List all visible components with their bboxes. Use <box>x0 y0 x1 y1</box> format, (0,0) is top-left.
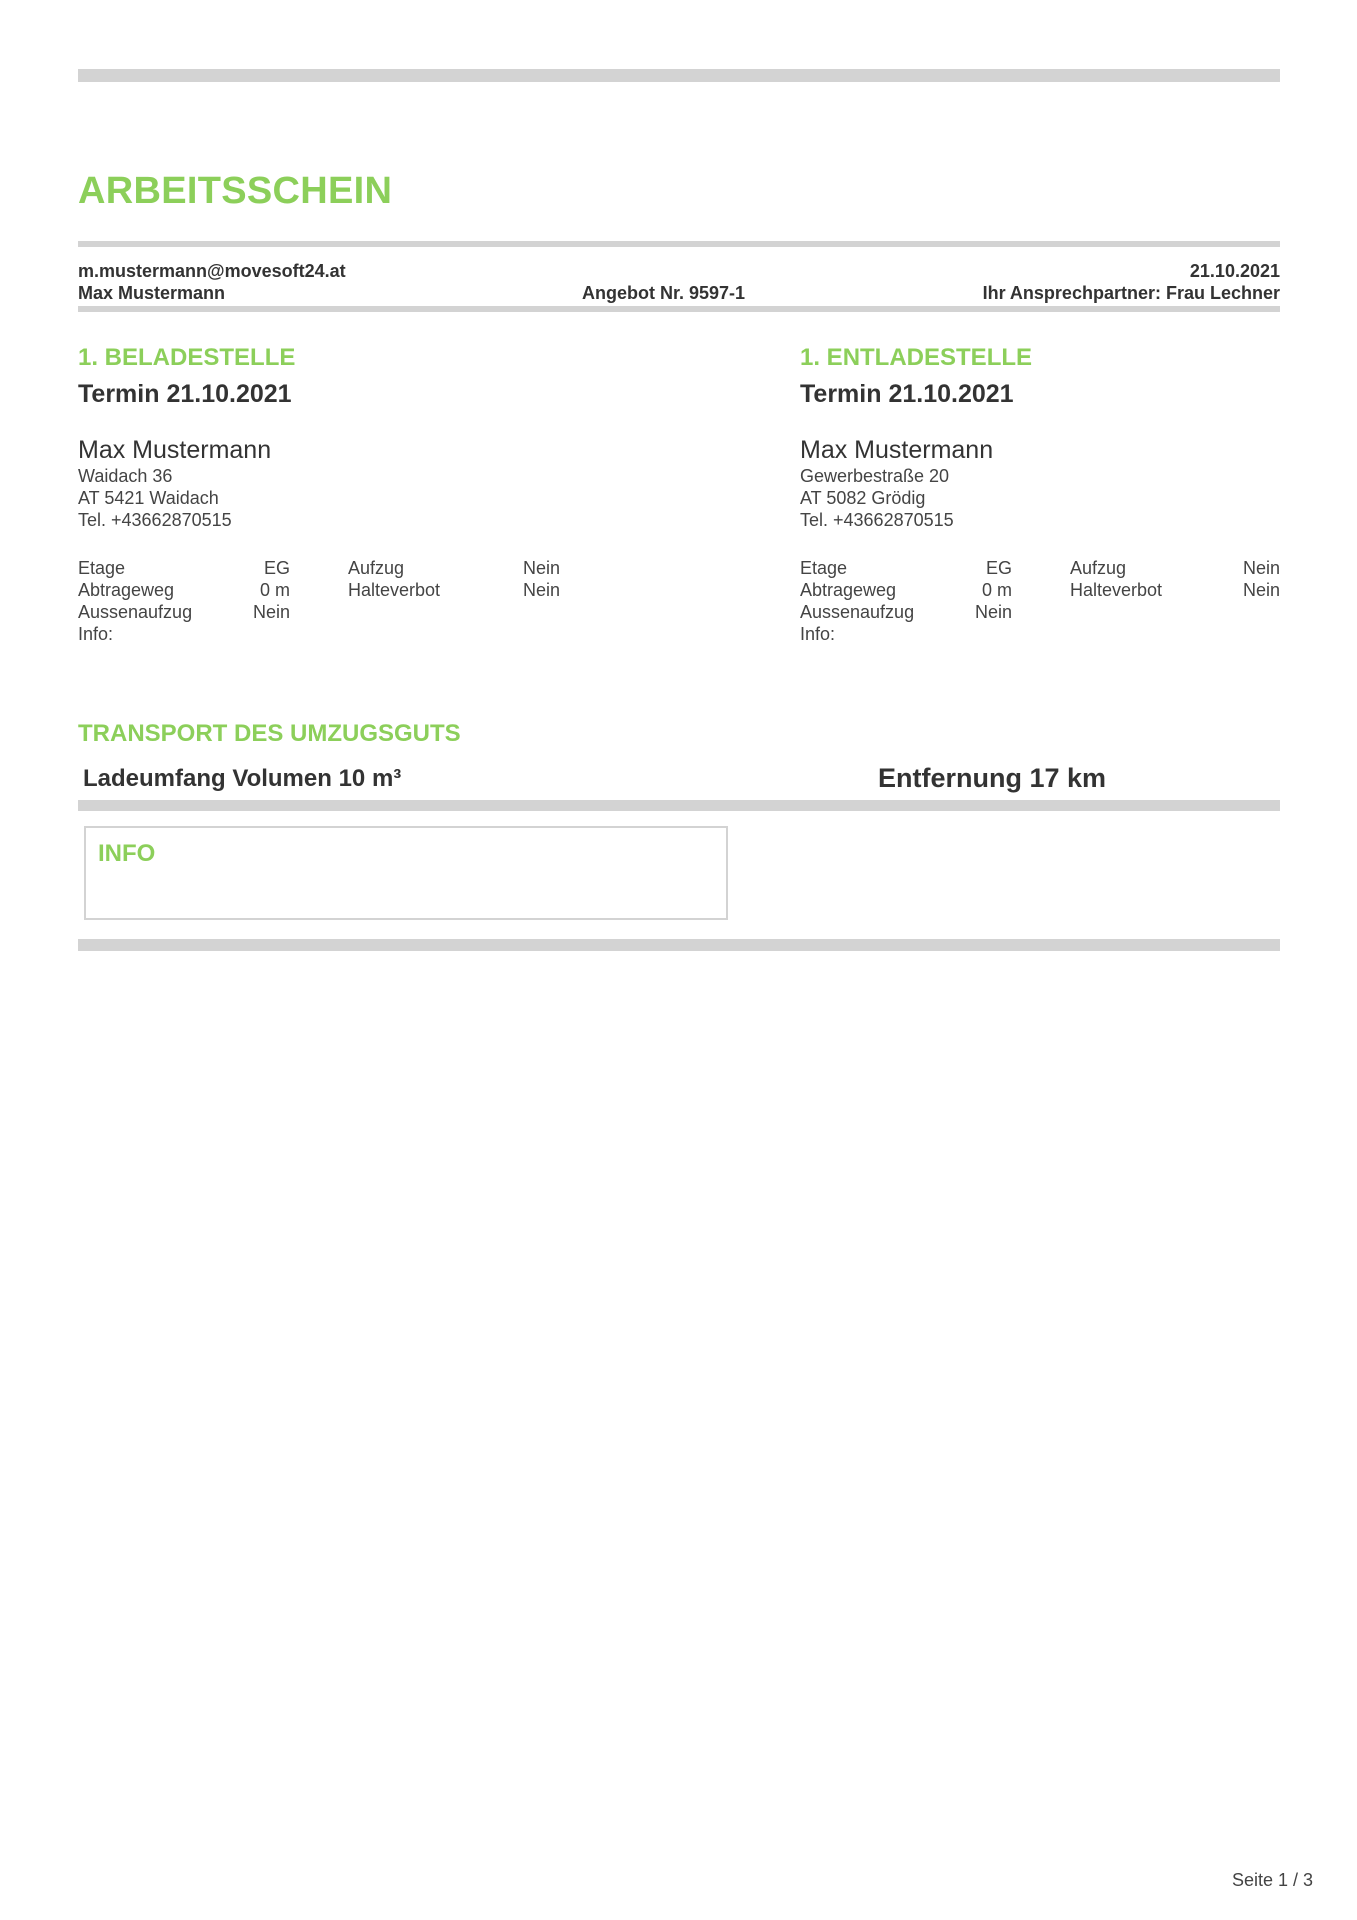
loading-abtrageweg-label: Abtrageweg <box>78 580 175 600</box>
header-contact-person: Ihr Ansprechpartner: Frau Lechner <box>982 283 1280 303</box>
loading-halteverbot-label: Halteverbot <box>348 580 441 600</box>
loading-aussenaufzug-label: Aussenaufzug <box>78 602 193 622</box>
transport-section-title: TRANSPORT DES UMZUGSGUTS <box>78 720 461 747</box>
unloading-aussenaufzug-value: Nein <box>974 602 1012 622</box>
loading-city: AT 5421 Waidach <box>78 488 219 508</box>
info-box <box>84 826 728 920</box>
info-box-title: INFO <box>98 840 156 867</box>
header-offer-number: Angebot Nr. 9597-1 <box>582 283 746 303</box>
loading-details-right <box>348 557 560 603</box>
bottom-divider-bar <box>78 939 1280 951</box>
transport-distance: Entfernung 17 km <box>878 763 1107 793</box>
unloading-details-right <box>1070 557 1280 603</box>
transport-volume: Ladeumfang Volumen 10 m³ <box>83 765 402 792</box>
loading-etage-label: Etage <box>78 558 126 578</box>
unloading-details-left <box>800 557 1012 647</box>
unloading-section-title: 1. ENTLADESTELLE <box>800 344 1033 371</box>
loading-etage-value: EG <box>263 558 290 578</box>
unloading-aussenaufzug-label: Aussenaufzug <box>800 602 915 622</box>
loading-street: Waidach 36 <box>78 466 173 486</box>
unloading-city: AT 5082 Grödig <box>800 488 926 508</box>
unloading-appointment: Termin 21.10.2021 <box>800 380 1014 408</box>
loading-info-label: Info: <box>78 624 114 644</box>
header-email: m.mustermann@movesoft24.at <box>78 261 346 281</box>
page-number: Seite 1 / 3 <box>1231 1870 1313 1890</box>
loading-contact-name: Max Mustermann <box>78 436 272 464</box>
header-divider <box>78 306 1280 312</box>
transport-divider <box>78 800 1280 811</box>
loading-abtrageweg-value: 0 m <box>259 580 290 600</box>
header-date: 21.10.2021 <box>1189 261 1280 281</box>
unloading-etage-value: EG <box>985 558 1012 578</box>
loading-section-title: 1. BELADESTELLE <box>78 344 296 371</box>
unloading-street: Gewerbestraße 20 <box>800 466 950 486</box>
unloading-info-label: Info: <box>800 624 836 644</box>
loading-phone: Tel. +43662870515 <box>78 510 232 530</box>
unloading-halteverbot-label: Halteverbot <box>1070 580 1163 600</box>
unloading-aufzug-value: Nein <box>1242 558 1280 578</box>
loading-details-left <box>78 557 290 647</box>
loading-aufzug-value: Nein <box>522 558 560 578</box>
unloading-contact-name: Max Mustermann <box>800 436 994 464</box>
header-customer-name: Max Mustermann <box>78 283 226 303</box>
unloading-abtrageweg-value: 0 m <box>981 580 1012 600</box>
unloading-aufzug-label: Aufzug <box>1070 558 1127 578</box>
title-divider <box>78 241 1280 247</box>
unloading-halteverbot-value: Nein <box>1242 580 1280 600</box>
loading-aufzug-label: Aufzug <box>348 558 405 578</box>
top-divider-bar <box>78 69 1280 82</box>
unloading-phone: Tel. +43662870515 <box>800 510 954 530</box>
unloading-etage-label: Etage <box>800 558 848 578</box>
document-title: ARBEITSSCHEIN <box>78 170 393 212</box>
loading-appointment: Termin 21.10.2021 <box>78 380 292 408</box>
loading-halteverbot-value: Nein <box>522 580 560 600</box>
unloading-abtrageweg-label: Abtrageweg <box>800 580 897 600</box>
loading-aussenaufzug-value: Nein <box>252 602 290 622</box>
